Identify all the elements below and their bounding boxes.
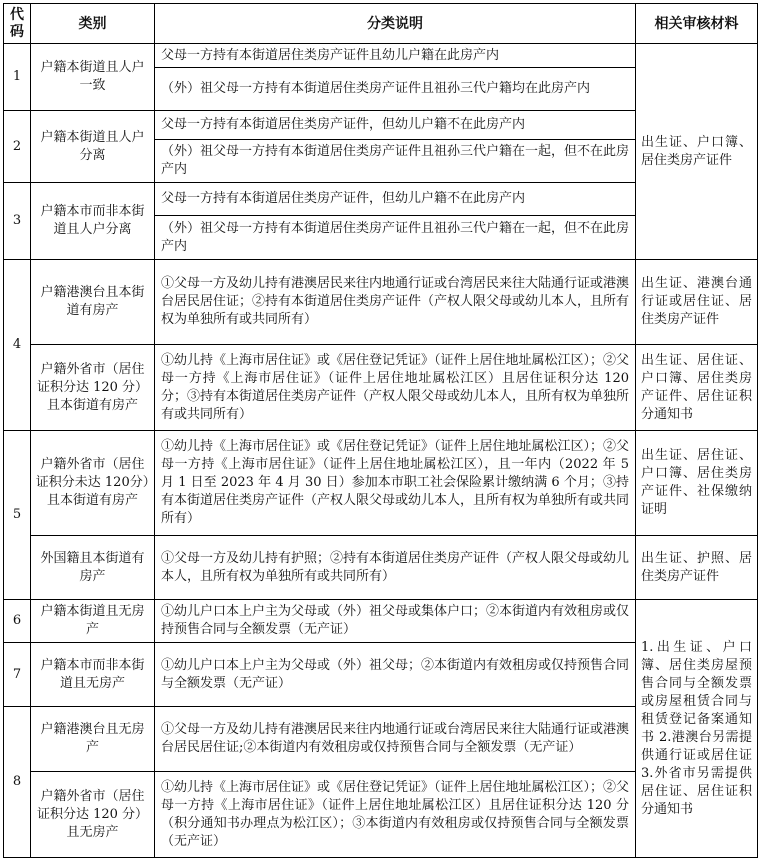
category-5a: 户籍外省市（居住证积分未达 120分）且本街道有房产 — [31, 431, 155, 536]
materials-1-3: 出生证、户口簿、居住类房产证件 — [636, 44, 758, 260]
table-row — [4, 44, 758, 68]
header-materials: 相关审核材料 — [636, 4, 758, 44]
category-4b: 户籍外省市（居住证积分达 120 分）且本街道有房产 — [31, 345, 155, 431]
category-7: 户籍本市而非本街道且无房产 — [31, 643, 155, 707]
category-4a: 户籍港澳台且本街道有房产 — [31, 260, 155, 345]
description-8a: ①父母一方及幼儿持有港澳居民来往内地通行证或台湾居民来往大陆通行证或港澳台居民居住证;②本街道内有效租房或仅持预售合同与全额发票（无产证） — [155, 707, 636, 772]
category-2: 户籍本街道且人户分离 — [31, 111, 155, 183]
code-8: 8 — [4, 707, 31, 858]
description-4b: ①幼儿持《上海市居住证》或《居住登记凭证》（证件上居住地址属松江区）；②父母一方持《上海市居住证》（证件上居住地址属松江区）且居住证积分达 120 分；③持有本街道居住类房产证件（产权人限父母或幼儿本人，且所有权为单独所有或共同所有） — [155, 345, 636, 431]
materials-5b: 出生证、护照、居住类房产证件 — [636, 536, 758, 600]
code-4: 4 — [4, 260, 31, 431]
table-row — [4, 345, 758, 431]
category-1: 户籍本街道且人户一致 — [31, 44, 155, 111]
enrollment-category-table — [3, 3, 758, 858]
table-row — [4, 260, 758, 345]
code-6: 6 — [4, 600, 31, 643]
category-5b: 外国籍且本街道有房产 — [31, 536, 155, 600]
code-1: 1 — [4, 44, 31, 111]
materials-5a: 出生证、居住证、户口簿、居住类房产证件、社保缴纳证明 — [636, 431, 758, 536]
header-category: 类别 — [31, 4, 155, 44]
header-description: 分类说明 — [155, 4, 636, 44]
category-3: 户籍本市而非本街道且人户分离 — [31, 183, 155, 260]
code-3: 3 — [4, 183, 31, 260]
table-row — [4, 431, 758, 536]
materials-4a: 出生证、港澳台通行证或居住证、居住类房产证件 — [636, 260, 758, 345]
description-5a: ①幼儿持《上海市居住证》或《居住登记凭证》（证件上居住地址属松江区）；②父母一方持《上海市居住证》（证件上居住地址属松江区），且一年内（2022 年 5 月 1 日至 2023 年 4 月 30 日）参加本市职工社会保险累计缴纳满 6 个月；③持有本街道居住类房产证件（产权人限父母或幼儿本人，且所有权为单独所有或共同所有） — [155, 431, 636, 536]
description-6: ①幼儿户口本上户主为父母或（外）祖父母或集体户口；②本街道内有效租房或仅持预售合同与全额发票（无产证） — [155, 600, 636, 643]
materials-6-8: 1.出生证、户口簿、居住类房屋预售合同与全额发票或房屋租赁合同与租赁登记备案通知书 2.港澳台另需提供通行证或居住证 3.外省市另需提供居住证、居住证积分通知书 — [636, 600, 758, 858]
category-8a: 户籍港澳台且无房产 — [31, 707, 155, 772]
code-7: 7 — [4, 643, 31, 707]
description-3a: 父母一方持有本街道居住类房产证件，但幼儿户籍不在此房产内 — [155, 183, 636, 216]
category-8b: 户籍外省市（居住证积分达 120 分）且无房产 — [31, 772, 155, 858]
description-7: ①幼儿户口本上户主为父母或（外）祖父母；②本街道内有效租房或仅持预售合同与全额发票（无产证） — [155, 643, 636, 707]
table-row — [4, 600, 758, 643]
category-6: 户籍本街道且无房产 — [31, 600, 155, 643]
materials-4b: 出生证、居住证、户口簿、居住类房产证件、居住证积分通知书 — [636, 345, 758, 431]
description-2b: （外）祖父母一方持有本街道居住类房产证件且祖孙三代户籍在一起，但不在此房产内 — [155, 140, 636, 183]
code-2: 2 — [4, 111, 31, 183]
table-row — [4, 536, 758, 600]
description-5b: ①父母一方及幼儿持有护照；②持有本街道居住类房产证件（产权人限父母或幼儿本人，且所有权为单独所有或共同所有） — [155, 536, 636, 600]
description-2a: 父母一方持有本街道居住类房产证件，但幼儿户籍不在此房产内 — [155, 111, 636, 140]
header-code: 代码 — [4, 4, 31, 44]
description-3b: （外）祖父母一方持有本街道居住类房产证件且祖孙三代户籍在一起，但不在此房产内 — [155, 216, 636, 260]
description-1b: （外）祖父母一方持有本街道居住类房产证件且祖孙三代户籍均在此房产内 — [155, 68, 636, 111]
code-5: 5 — [4, 431, 31, 600]
header-row — [4, 4, 758, 44]
description-1a: 父母一方持有本街道居住类房产证件且幼儿户籍在此房产内 — [155, 44, 636, 68]
description-8b: ①幼儿持《上海市居住证》或《居住登记凭证》（证件上居住地址属松江区）；②父母一方持《上海市居住证》（证件上居住地址属松江区）且居住证积分达 120 分（积分通知书办理点为松江区）；③本街道内有效租房或仅持预售合同与全额发票（无产证） — [155, 772, 636, 858]
description-4a: ①父母一方及幼儿持有港澳居民来往内地通行证或台湾居民来往大陆通行证或港澳台居民居住证；②持有本街道居住类房产证件（产权人限父母或幼儿本人，且所有权为单独所有或共同所有） — [155, 260, 636, 345]
